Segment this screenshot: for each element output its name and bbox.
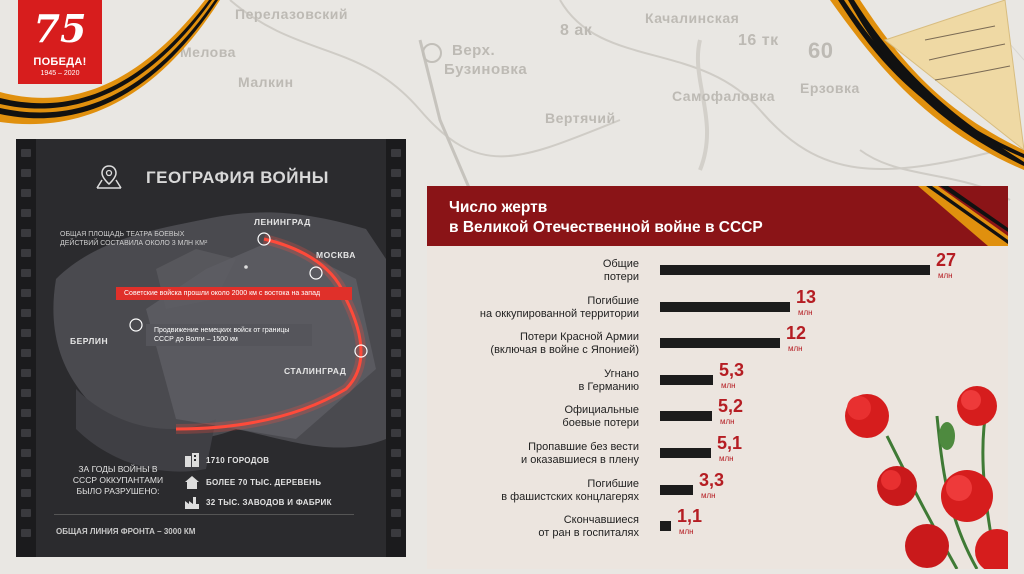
bar-category-label-line: потери — [603, 271, 639, 283]
geography-title: ГЕОГРАФИЯ ВОЙНЫ — [146, 168, 329, 187]
bar-category-label-line: Потери Красной Армии — [520, 331, 639, 344]
city-stalingrad: СТАЛИНГРАД — [284, 366, 347, 376]
bar-value-label: 3,3 — [699, 469, 725, 490]
chart-title-line1: Число жертв — [449, 199, 548, 216]
city-moscow: МОСКВА — [316, 250, 356, 260]
area-note: ОБЩАЯ ПЛОЩАДЬ ТЕАТРА БОЕВЫХ ДЕЙСТВИЙ СОСТАВИЛА ОКОЛО 3 МЛН КМ² — [60, 231, 208, 247]
bar-category-label-line: и оказавшиеся в плену — [521, 454, 639, 466]
bar-unit-label: млн — [938, 271, 953, 280]
bar-category-label — [521, 441, 639, 467]
triangle-letter-icon — [845, 0, 1024, 150]
victory-75-logo — [18, 0, 102, 84]
bar-category-label-line: Скончавшиеся — [563, 514, 639, 527]
stat-cities: 1710 ГОРОДОВ — [206, 456, 270, 465]
bar — [660, 338, 780, 348]
chart-title — [449, 198, 763, 238]
bar — [660, 485, 693, 495]
bar-value-label: 27 — [936, 250, 957, 270]
bar-category-label-line: боевые потери — [562, 417, 639, 430]
bar-unit-label: млн — [679, 527, 694, 537]
bar-unit-label: млн — [701, 490, 716, 500]
bar — [660, 265, 930, 275]
bar-category-label — [501, 478, 639, 504]
city-berlin: БЕРЛИН — [70, 336, 109, 346]
map-label: Малкин — [238, 74, 294, 90]
bar-unit-label: млн — [788, 344, 803, 354]
village-house-icon — [184, 475, 200, 489]
destroyed-note: ЗА ГОДЫ ВОЙНЫ В СССР ОККУПАНТАМИ БЫЛО РАЗРУШЕНО: — [72, 464, 164, 496]
geography-infographic — [16, 139, 406, 557]
map-label: Качалинская — [645, 10, 740, 26]
bar-category-label-line: Пропавшие без вести — [528, 441, 639, 453]
map-label: Мелова — [180, 44, 236, 60]
bar-category-label-line: Общие — [602, 258, 639, 270]
factory-icon — [184, 495, 200, 509]
bar-unit-label: млн — [719, 454, 734, 463]
bar-value-label: 1,1 — [677, 506, 703, 527]
bar-unit-label: млн — [720, 417, 735, 427]
bar-category-label-line: Погибшие — [587, 294, 639, 307]
german-advance-ribbon: Продвижение немецких войск от границы СССР до Волги – 1500 км — [146, 324, 312, 346]
city-building-icon — [184, 453, 200, 467]
bar-category-label — [490, 331, 639, 357]
map-label: Верх. — [452, 42, 496, 59]
bar-category-label-line: в фашистских концлагерях — [501, 490, 639, 503]
bar-category-label-line: на оккупированной территории — [479, 307, 639, 320]
logo-years: 1945 – 2020 — [40, 70, 80, 77]
logo-text: ПОБЕДА! — [33, 56, 87, 68]
city-leningrad: ЛЕНИНГРАД — [254, 217, 311, 227]
map-pin-icon — [94, 164, 124, 190]
map-label: Бузиновка — [444, 61, 528, 78]
map-label: 8 ак — [560, 22, 593, 39]
film-strip-left — [16, 139, 36, 557]
carnation-flowers-image — [827, 376, 1008, 569]
bar-category-label-line: (включая в войне с Японией) — [490, 344, 639, 357]
map-label: Вертячий — [545, 110, 616, 126]
bar — [660, 375, 713, 385]
bar-category-label — [562, 404, 639, 430]
bar-value-label: 13 — [796, 286, 817, 307]
bar-category-label — [603, 258, 639, 284]
map-label: Самофаловка — [672, 88, 775, 104]
bar-value-label: 5,3 — [719, 359, 745, 380]
bar-value-label: 5,2 — [718, 396, 744, 417]
map-label: Перелазовский — [235, 6, 348, 22]
stat-factories: 32 ТЫС. ЗАВОДОВ И ФАБРИК — [206, 498, 332, 507]
bar-unit-label: млн — [798, 307, 813, 317]
bar-category-label — [480, 295, 639, 321]
soviet-advance-ribbon: Советские войска прошли около 2000 км с востока на запад — [116, 287, 352, 300]
bar — [660, 448, 711, 458]
bar-category-label — [578, 368, 639, 394]
bar-category-label — [538, 514, 639, 540]
bar-category-label-line: в Германию — [578, 380, 639, 393]
film-strip-right — [386, 139, 406, 557]
bar-value-label: 5,1 — [717, 433, 743, 453]
logo-number: 75 — [33, 6, 87, 51]
st-george-ribbon-corner — [918, 186, 1008, 246]
bar-category-label-line: Официальные — [564, 404, 639, 417]
bar — [660, 411, 712, 421]
bar — [660, 521, 671, 531]
map-label: 60 — [808, 38, 834, 63]
front-line-note: ОБЩАЯ ЛИНИЯ ФРОНТА – 3000 КМ — [56, 527, 196, 536]
chart-header — [427, 186, 1008, 246]
map-label: 16 тк — [738, 32, 779, 49]
bar-value-label: 12 — [786, 323, 807, 344]
chart-title-line2: в Великой Отечественной войне в СССР — [449, 219, 763, 236]
bar-unit-label: млн — [721, 380, 736, 390]
bar-category-label-line: Угнано — [604, 367, 639, 380]
stat-villages: БОЛЕЕ 70 ТЫС. ДЕРЕВЕНЬ — [206, 478, 322, 487]
map-label: Ерзовка — [800, 80, 860, 96]
bar — [660, 302, 790, 312]
bar-category-label-line: от ран в госпиталях — [538, 527, 639, 540]
victims-chart — [427, 186, 1008, 569]
bar-category-label-line: Погибшие — [587, 477, 639, 490]
